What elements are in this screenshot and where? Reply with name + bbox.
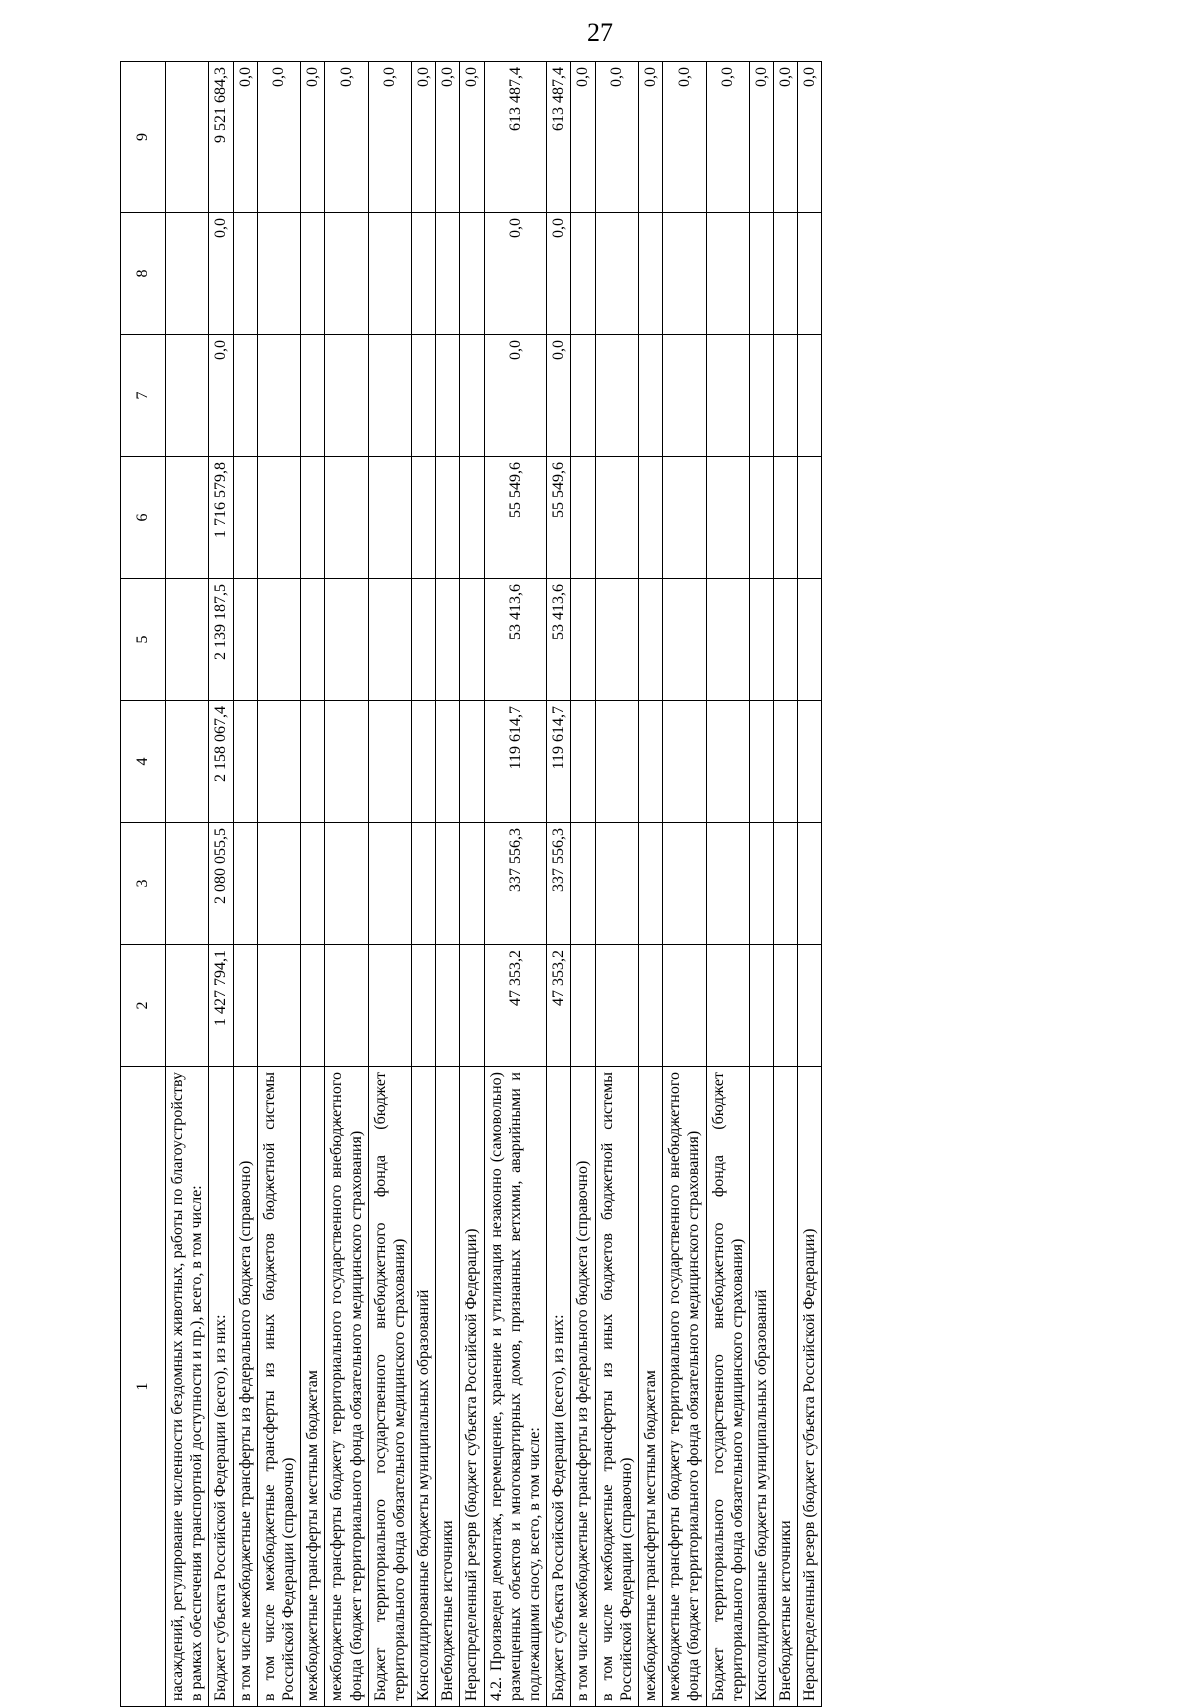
value-cell: 0,0 xyxy=(595,62,638,213)
column-header: 4 xyxy=(121,701,166,823)
table-row xyxy=(484,62,547,1707)
value-cell xyxy=(257,457,300,579)
value-cell: 0,0 xyxy=(233,62,257,213)
value-cell: 337 556,3 xyxy=(547,823,571,945)
value-cell xyxy=(166,457,209,579)
value-cell xyxy=(412,823,436,945)
row-label: Бюджет территориального государственного внебюджетного фонда (бюджет территориального фонда обязательного медицинского страхования) xyxy=(368,1067,411,1707)
row-label: Бюджет субъекта Российской Федерации (всего), из них: xyxy=(209,1067,233,1707)
value-cell xyxy=(571,213,595,335)
value-cell xyxy=(233,823,257,945)
value-cell: 55 549,6 xyxy=(547,457,571,579)
value-cell xyxy=(638,335,662,457)
value-cell: 0,0 xyxy=(547,335,571,457)
table-row xyxy=(166,62,209,1707)
value-cell xyxy=(436,823,460,945)
table-row xyxy=(325,62,368,1707)
value-cell xyxy=(257,335,300,457)
rotated-table-content xyxy=(120,62,1200,1707)
column-header: 7 xyxy=(121,335,166,457)
value-cell xyxy=(663,213,706,335)
header-row xyxy=(121,62,166,1707)
value-cell xyxy=(595,701,638,823)
value-cell: 0,0 xyxy=(484,335,547,457)
value-cell: 0,0 xyxy=(571,62,595,213)
value-cell xyxy=(706,457,749,579)
value-cell xyxy=(595,579,638,701)
value-cell: 0,0 xyxy=(301,62,325,213)
value-cell xyxy=(233,579,257,701)
value-cell xyxy=(460,701,484,823)
value-cell xyxy=(749,579,773,701)
table-row xyxy=(749,62,773,1707)
value-cell xyxy=(325,579,368,701)
value-cell xyxy=(749,213,773,335)
table-row xyxy=(460,62,484,1707)
value-cell xyxy=(595,213,638,335)
value-cell xyxy=(233,457,257,579)
value-cell xyxy=(412,457,436,579)
value-cell xyxy=(571,579,595,701)
value-cell xyxy=(706,701,749,823)
column-header: 8 xyxy=(121,213,166,335)
value-cell: 613 487,4 xyxy=(547,62,571,213)
row-label: Внебюджетные источники xyxy=(774,1067,798,1707)
value-cell xyxy=(663,579,706,701)
value-cell xyxy=(257,213,300,335)
value-cell xyxy=(798,335,822,457)
value-cell xyxy=(412,701,436,823)
value-cell xyxy=(257,579,300,701)
row-label: Консолидированные бюджеты муниципальных образований xyxy=(412,1067,436,1707)
value-cell xyxy=(301,213,325,335)
value-cell xyxy=(301,579,325,701)
value-cell: 0,0 xyxy=(798,62,822,213)
value-cell xyxy=(595,945,638,1067)
value-cell: 613 487,4 xyxy=(484,62,547,213)
value-cell xyxy=(571,823,595,945)
value-cell xyxy=(663,457,706,579)
column-header: 2 xyxy=(121,945,166,1067)
page-number: 27 xyxy=(587,18,613,47)
row-label: Бюджет субъекта Российской Федерации (всего), из них: xyxy=(547,1067,571,1707)
value-cell xyxy=(325,457,368,579)
table-row xyxy=(774,62,798,1707)
column-header: 1 xyxy=(121,1067,166,1707)
value-cell: 0,0 xyxy=(436,62,460,213)
value-cell: 337 556,3 xyxy=(484,823,547,945)
table-row xyxy=(368,62,411,1707)
value-cell: 0,0 xyxy=(706,62,749,213)
value-cell xyxy=(412,579,436,701)
value-cell xyxy=(706,213,749,335)
value-cell xyxy=(368,945,411,1067)
table-row xyxy=(436,62,460,1707)
value-cell xyxy=(663,335,706,457)
row-label: межбюджетные трансферты местным бюджетам xyxy=(301,1067,325,1707)
value-cell xyxy=(166,823,209,945)
row-label: межбюджетные трансферты бюджету территориального государственного внебюджетного фонда (бюджет территориального фонда обязательного медицинского страхования) xyxy=(325,1067,368,1707)
value-cell xyxy=(436,457,460,579)
table-row xyxy=(209,62,233,1707)
value-cell xyxy=(233,701,257,823)
rotated-table-frame xyxy=(120,62,1200,1707)
value-cell xyxy=(412,945,436,1067)
value-cell xyxy=(166,701,209,823)
column-header: 9 xyxy=(121,62,166,213)
value-cell xyxy=(325,335,368,457)
value-cell xyxy=(257,945,300,1067)
value-cell xyxy=(706,945,749,1067)
value-cell: 53 413,6 xyxy=(484,579,547,701)
value-cell xyxy=(774,335,798,457)
row-label: в том числе межбюджетные трансферты из федерального бюджета (справочно) xyxy=(233,1067,257,1707)
value-cell xyxy=(233,335,257,457)
value-cell xyxy=(325,823,368,945)
value-cell xyxy=(774,701,798,823)
value-cell xyxy=(301,945,325,1067)
value-cell xyxy=(166,335,209,457)
value-cell xyxy=(798,213,822,335)
row-label: Нераспределенный резерв (бюджет субъекта Российской Федерации) xyxy=(798,1067,822,1707)
value-cell xyxy=(749,335,773,457)
value-cell xyxy=(166,213,209,335)
value-cell xyxy=(798,457,822,579)
value-cell xyxy=(595,335,638,457)
value-cell xyxy=(301,701,325,823)
column-header: 3 xyxy=(121,823,166,945)
row-label: межбюджетные трансферты местным бюджетам xyxy=(638,1067,662,1707)
value-cell xyxy=(166,579,209,701)
value-cell: 0,0 xyxy=(774,62,798,213)
value-cell: 0,0 xyxy=(749,62,773,213)
value-cell xyxy=(774,579,798,701)
row-label: межбюджетные трансферты бюджету территориального государственного внебюджетного фонда (бюджет территориального фонда обязательного медицинского страхования) xyxy=(663,1067,706,1707)
value-cell xyxy=(436,945,460,1067)
value-cell xyxy=(301,823,325,945)
value-cell: 47 353,2 xyxy=(484,945,547,1067)
column-header: 6 xyxy=(121,457,166,579)
value-cell xyxy=(798,823,822,945)
value-cell: 0,0 xyxy=(368,62,411,213)
value-cell xyxy=(595,823,638,945)
row-label: в том числе межбюджетные трансферты из федерального бюджета (справочно) xyxy=(571,1067,595,1707)
value-cell xyxy=(368,335,411,457)
row-label: Бюджет территориального государственного внебюджетного фонда (бюджет территориального фонда обязательного медицинского страхования) xyxy=(706,1067,749,1707)
budget-table xyxy=(120,61,822,1707)
value-cell xyxy=(233,945,257,1067)
row-label: Консолидированные бюджеты муниципальных образований xyxy=(749,1067,773,1707)
value-cell xyxy=(368,457,411,579)
value-cell: 1 427 794,1 xyxy=(209,945,233,1067)
table-row xyxy=(798,62,822,1707)
row-label: в том числе межбюджетные трансферты из иных бюджетов бюджетной системы Российской Федерации (справочно) xyxy=(257,1067,300,1707)
table-row xyxy=(571,62,595,1707)
value-cell: 0,0 xyxy=(663,62,706,213)
value-cell: 47 353,2 xyxy=(547,945,571,1067)
value-cell xyxy=(638,945,662,1067)
table-row xyxy=(663,62,706,1707)
value-cell xyxy=(798,579,822,701)
value-cell: 0,0 xyxy=(325,62,368,213)
value-cell: 0,0 xyxy=(257,62,300,213)
row-label: Нераспределенный резерв (бюджет субъекта Российской Федерации) xyxy=(460,1067,484,1707)
value-cell: 53 413,6 xyxy=(547,579,571,701)
table-row xyxy=(412,62,436,1707)
value-cell xyxy=(638,579,662,701)
table-row xyxy=(301,62,325,1707)
value-cell: 2 080 055,5 xyxy=(209,823,233,945)
value-cell: 2 139 187,5 xyxy=(209,579,233,701)
value-cell xyxy=(774,945,798,1067)
table-row xyxy=(595,62,638,1707)
value-cell xyxy=(460,823,484,945)
value-cell xyxy=(368,213,411,335)
value-cell xyxy=(749,823,773,945)
value-cell xyxy=(706,335,749,457)
value-cell xyxy=(663,701,706,823)
value-cell xyxy=(706,579,749,701)
value-cell xyxy=(460,335,484,457)
value-cell xyxy=(166,62,209,213)
table-row xyxy=(547,62,571,1707)
value-cell xyxy=(460,457,484,579)
value-cell xyxy=(460,213,484,335)
value-cell xyxy=(663,945,706,1067)
value-cell xyxy=(798,945,822,1067)
value-cell: 0,0 xyxy=(209,335,233,457)
value-cell xyxy=(412,335,436,457)
value-cell: 0,0 xyxy=(547,213,571,335)
value-cell xyxy=(571,701,595,823)
value-cell xyxy=(301,335,325,457)
value-cell xyxy=(774,213,798,335)
value-cell xyxy=(325,945,368,1067)
row-label: насаждений, регулирование численности бездомных животных, работы по благоустройству в рамках обеспечения транспортной доступности и пр.), всего, в том числе: xyxy=(166,1067,209,1707)
value-cell xyxy=(368,823,411,945)
row-label: Внебюджетные источники xyxy=(436,1067,460,1707)
value-cell xyxy=(638,213,662,335)
value-cell: 119 614,7 xyxy=(484,701,547,823)
value-cell xyxy=(749,945,773,1067)
value-cell: 0,0 xyxy=(209,213,233,335)
value-cell xyxy=(460,579,484,701)
value-cell xyxy=(325,701,368,823)
value-cell xyxy=(301,457,325,579)
value-cell: 119 614,7 xyxy=(547,701,571,823)
value-cell xyxy=(166,945,209,1067)
table-row xyxy=(233,62,257,1707)
value-cell: 0,0 xyxy=(412,62,436,213)
value-cell xyxy=(706,823,749,945)
value-cell xyxy=(595,457,638,579)
value-cell xyxy=(638,823,662,945)
value-cell xyxy=(749,701,773,823)
value-cell xyxy=(571,335,595,457)
value-cell xyxy=(412,213,436,335)
value-cell xyxy=(368,579,411,701)
table-row xyxy=(257,62,300,1707)
value-cell: 0,0 xyxy=(484,213,547,335)
value-cell xyxy=(638,701,662,823)
value-cell xyxy=(325,213,368,335)
row-label: в том числе межбюджетные трансферты из иных бюджетов бюджетной системы Российской Федерации (справочно) xyxy=(595,1067,638,1707)
value-cell xyxy=(774,823,798,945)
value-cell xyxy=(436,213,460,335)
column-header: 5 xyxy=(121,579,166,701)
value-cell: 9 521 684,3 xyxy=(209,62,233,213)
value-cell: 0,0 xyxy=(460,62,484,213)
value-cell xyxy=(257,701,300,823)
value-cell xyxy=(749,457,773,579)
value-cell: 0,0 xyxy=(638,62,662,213)
value-cell xyxy=(460,945,484,1067)
table-row xyxy=(638,62,662,1707)
value-cell xyxy=(257,823,300,945)
value-cell xyxy=(436,701,460,823)
value-cell xyxy=(233,213,257,335)
value-cell xyxy=(774,457,798,579)
value-cell xyxy=(638,457,662,579)
value-cell xyxy=(798,701,822,823)
value-cell xyxy=(436,335,460,457)
table-row xyxy=(706,62,749,1707)
value-cell xyxy=(571,457,595,579)
row-label: 4.2. Произведен демонтаж, перемещение, хранение и утилизация незаконно (самовольно) размещенных объектов и многоквартирных домов, признанных ветхими, аварийными и подлежащими сносу, всего, в том числе: xyxy=(484,1067,547,1707)
value-cell xyxy=(368,701,411,823)
value-cell: 1 716 579,8 xyxy=(209,457,233,579)
value-cell: 55 549,6 xyxy=(484,457,547,579)
value-cell xyxy=(436,579,460,701)
value-cell xyxy=(571,945,595,1067)
value-cell: 2 158 067,4 xyxy=(209,701,233,823)
value-cell xyxy=(663,823,706,945)
